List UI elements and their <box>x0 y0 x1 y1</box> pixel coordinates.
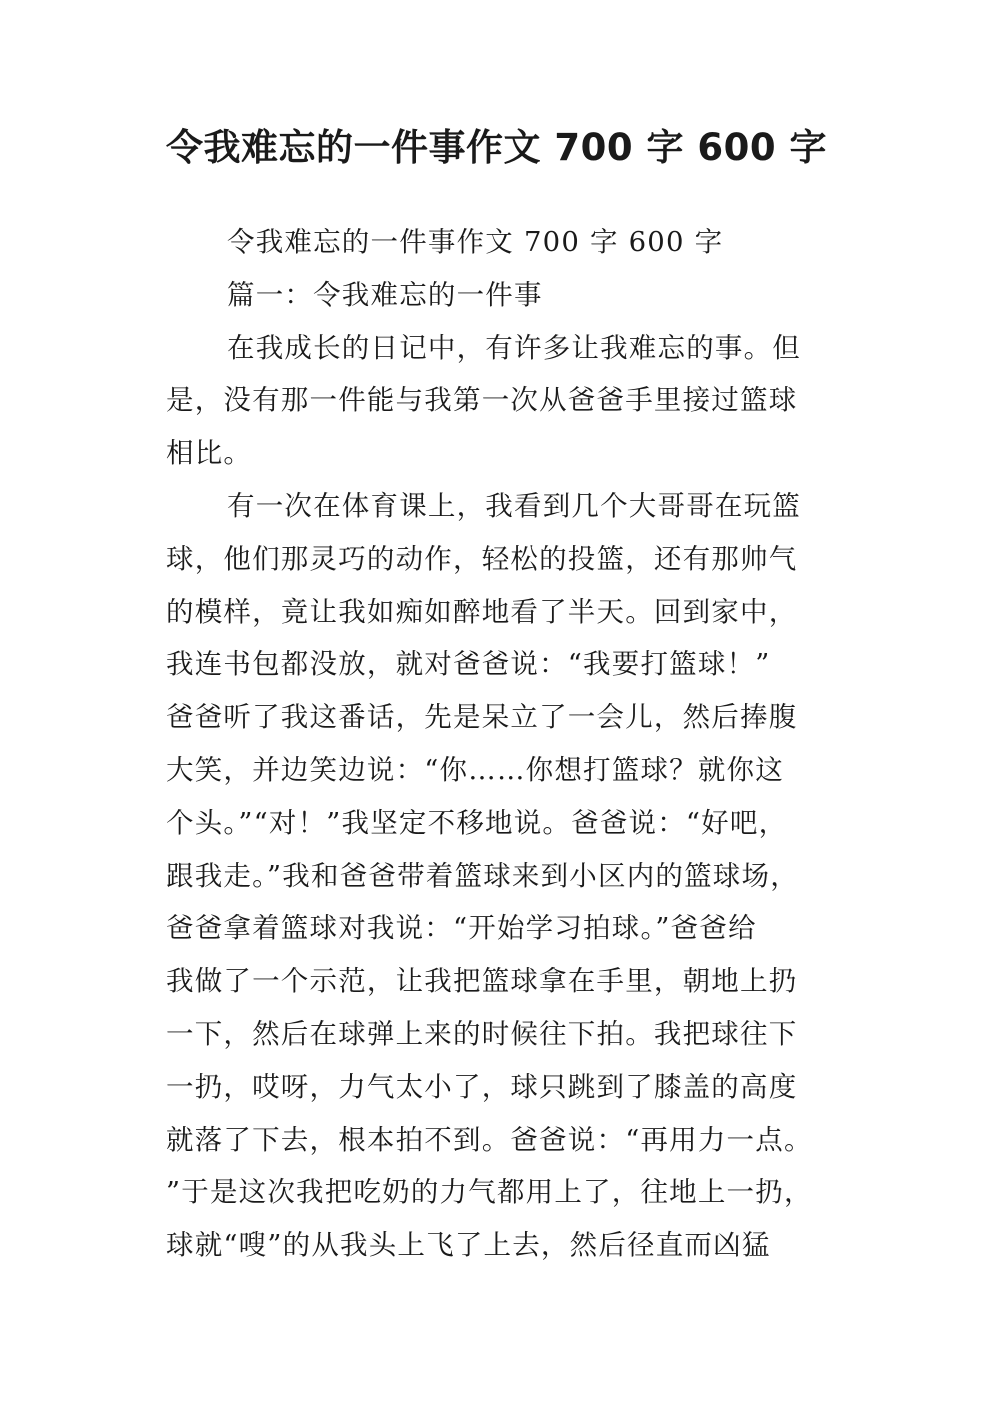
body-line: 大笑，并边笑边说：“你……你想打篮球？就你这 <box>166 753 784 786</box>
body-line: 令我难忘的一件事作文 700 字 600 字 <box>227 226 724 258</box>
body-line: 我连书包都没放，就对爸爸说：“我要打篮球！” <box>166 648 771 681</box>
body-line: 有一次在体育课上，我看到几个大哥哥在玩篮 <box>227 489 801 522</box>
body-line: 球，他们那灵巧的动作，轻松的投篮，还有那帅气 <box>166 542 798 575</box>
body-line: 我做了一个示范，让我把篮球拿在手里，朝地上扔 <box>166 965 798 998</box>
body-line: 一下，然后在球弹上来的时候往下拍。我把球往下 <box>166 1017 798 1050</box>
document-body <box>166 216 832 1272</box>
body-line: 球就“嗖”的从我头上飞了上去，然后径直而凶猛 <box>166 1229 771 1262</box>
body-line: 相比。 <box>166 437 253 470</box>
body-line: 爸爸听了我这番话，先是呆立了一会儿，然后捧腹 <box>166 701 798 734</box>
body-line: 是，没有那一件能与我第一次从爸爸手里接过篮球 <box>166 384 798 417</box>
body-line: 就落了下去，根本拍不到。爸爸说：“再用力一点。 <box>166 1123 813 1156</box>
body-line: 爸爸拿着篮球对我说：“开始学习拍球。”爸爸给 <box>166 912 757 945</box>
body-line: 在我成长的日记中，有许多让我难忘的事。但 <box>227 331 801 364</box>
body-line: 篇一：令我难忘的一件事 <box>227 278 543 311</box>
body-line: 一扔，哎呀，力气太小了，球只跳到了膝盖的高度 <box>166 1070 798 1103</box>
body-line: 跟我走。”我和爸爸带着篮球来到小区内的篮球场， <box>166 859 799 892</box>
body-line: 个头。”“对！”我坚定不移地说。爸爸说：“好吧， <box>166 806 788 839</box>
body-line: ”于是这次我把吃奶的力气都用上了，往地上一扔， <box>166 1176 813 1209</box>
document-title: 令我难忘的一件事作文 700 字 600 字 <box>166 126 827 169</box>
body-line: 的模样，竟让我如痴如醉地看了半天。回到家中， <box>166 595 798 628</box>
